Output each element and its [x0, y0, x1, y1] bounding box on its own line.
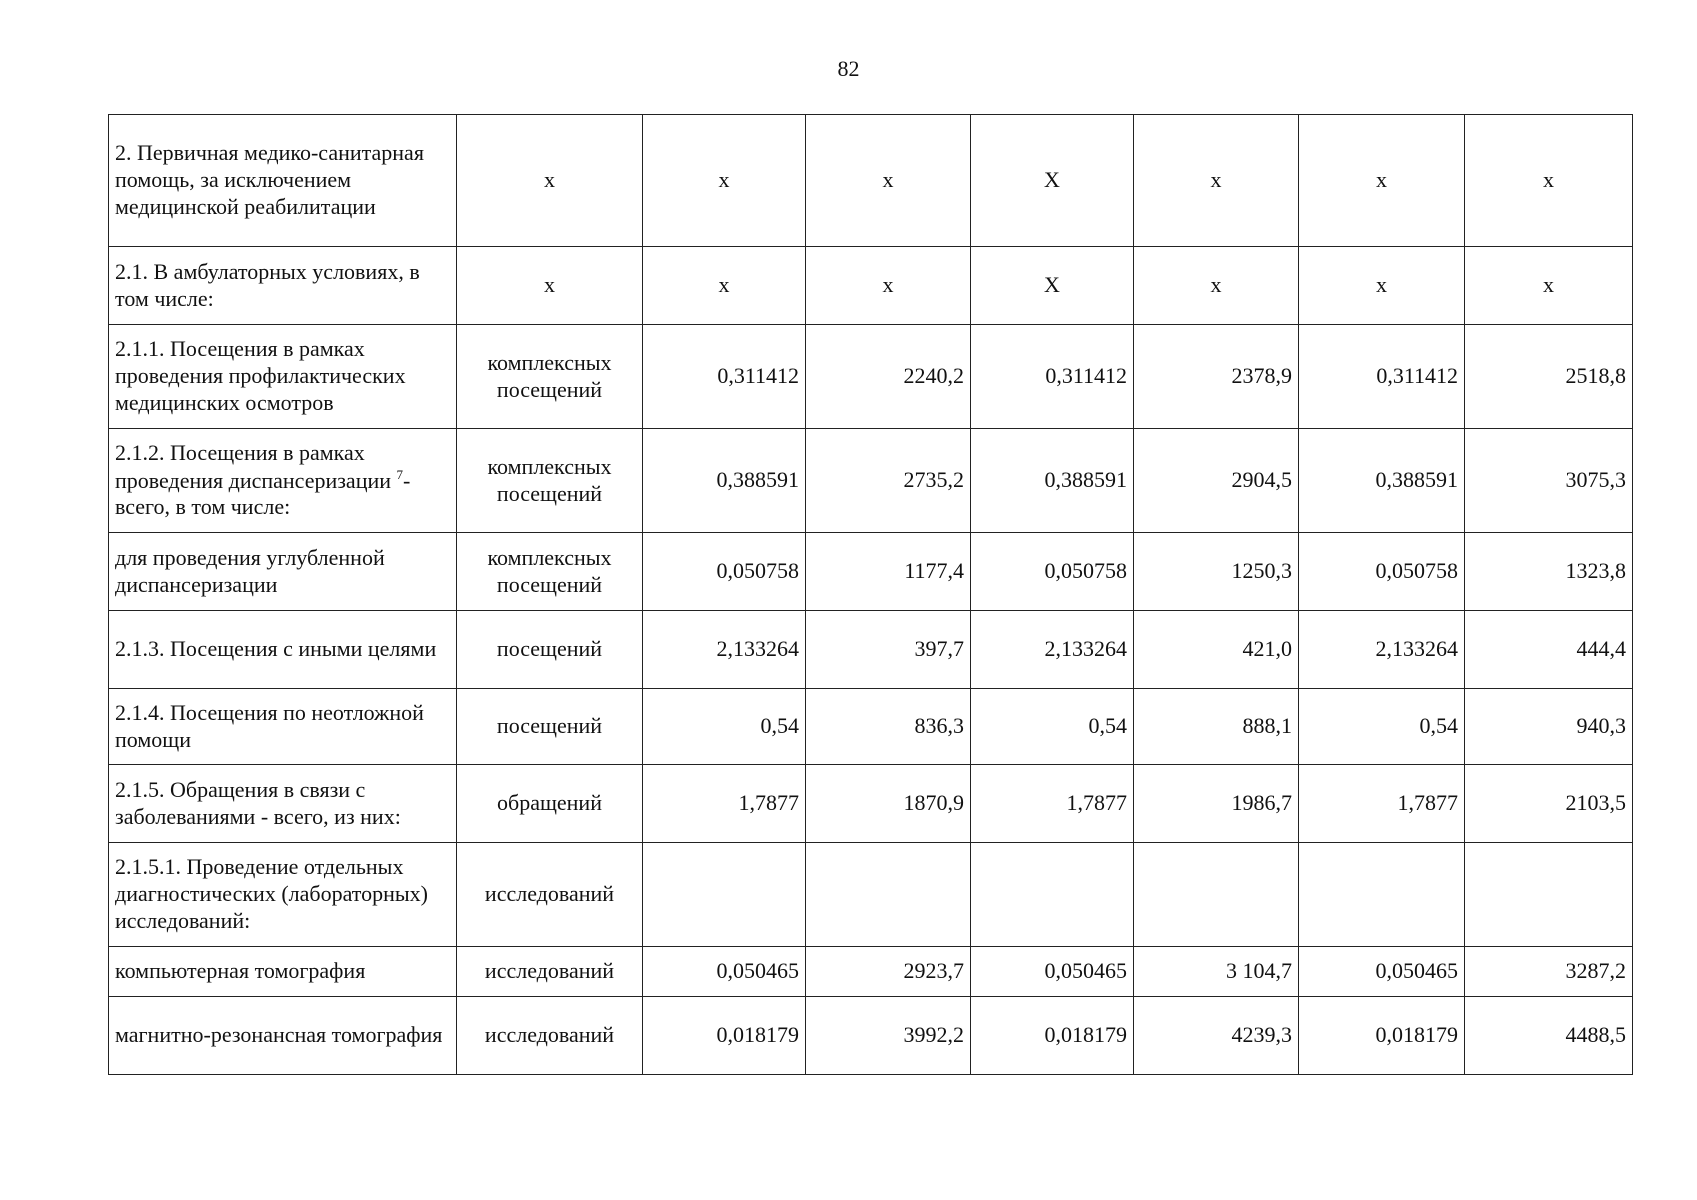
- page-number: 82: [837, 56, 860, 81]
- value-cell: 4239,3: [1134, 997, 1299, 1075]
- value-cell: 0,311412: [971, 325, 1134, 429]
- value-cell: [1465, 843, 1633, 947]
- value-cell: 0,388591: [971, 429, 1134, 533]
- row-name: компьютерная томография: [115, 958, 366, 984]
- value-cell: 1323,8: [1465, 533, 1633, 611]
- row-name: 2.1.2. Посещения в рамках проведения диспансеризации: [115, 439, 392, 493]
- unit-cell: х: [457, 115, 643, 247]
- row-name-cell: [109, 689, 457, 765]
- table-row: [109, 247, 1633, 325]
- value-cell: [971, 843, 1134, 947]
- value-cell: 2735,2: [806, 429, 971, 533]
- value-cell: 3992,2: [806, 997, 971, 1075]
- table-row: [109, 115, 1633, 247]
- unit-cell: комплексных посещений: [457, 325, 643, 429]
- row-name: 2.1.1. Посещения в рамках проведения профилактических медицинских осмотров: [115, 336, 406, 415]
- value-cell: 0,050758: [971, 533, 1134, 611]
- value-cell: [643, 843, 806, 947]
- unit-cell: комплексных посещений: [457, 533, 643, 611]
- value-cell: 3 104,7: [1134, 947, 1299, 997]
- value-cell: х: [1299, 247, 1465, 325]
- table-row: [109, 997, 1633, 1075]
- value-cell: 888,1: [1134, 689, 1299, 765]
- value-cell: 1177,4: [806, 533, 971, 611]
- row-name: 2.1. В амбулаторных условиях, в том числе:: [115, 258, 420, 311]
- value-cell: 0,050758: [643, 533, 806, 611]
- row-name-tail: -всего, в том числе:: [115, 467, 411, 520]
- row-name: магнитно-резонансная томография: [115, 1022, 443, 1048]
- value-cell: 0,311412: [1299, 325, 1465, 429]
- table-row: [109, 429, 1633, 533]
- row-name-cell: [109, 997, 457, 1075]
- value-cell: 397,7: [806, 611, 971, 689]
- table-row: [109, 947, 1633, 997]
- unit-cell: исследований: [457, 947, 643, 997]
- value-cell: 421,0: [1134, 611, 1299, 689]
- value-cell: х: [806, 247, 971, 325]
- row-name: для проведения углубленной диспансеризации: [115, 544, 385, 597]
- value-cell: 2,133264: [1299, 611, 1465, 689]
- row-name-cell: [109, 765, 457, 843]
- value-cell: х: [1465, 115, 1633, 247]
- row-name: 2.1.5. Обращения в связи с заболеваниями - всего, из них:: [115, 776, 401, 829]
- table-row: [109, 611, 1633, 689]
- value-cell: 0,311412: [643, 325, 806, 429]
- value-cell: 1,7877: [1299, 765, 1465, 843]
- value-cell: 1250,3: [1134, 533, 1299, 611]
- row-name-cell: [109, 843, 457, 947]
- unit-cell: обращений: [457, 765, 643, 843]
- value-cell: [1134, 843, 1299, 947]
- value-cell: 2,133264: [971, 611, 1134, 689]
- row-name-cell: [109, 247, 457, 325]
- value-cell: 0,388591: [1299, 429, 1465, 533]
- value-cell: 2,133264: [643, 611, 806, 689]
- value-cell: Х: [971, 115, 1134, 247]
- row-name-cell: [109, 325, 457, 429]
- value-cell: 0,54: [1299, 689, 1465, 765]
- unit-cell: посещений: [457, 689, 643, 765]
- table-row: [109, 765, 1633, 843]
- value-cell: х: [806, 115, 971, 247]
- unit-cell: исследований: [457, 997, 643, 1075]
- value-cell: 836,3: [806, 689, 971, 765]
- value-cell: х: [643, 115, 806, 247]
- row-name-cell: [109, 429, 457, 533]
- value-cell: 0,050758: [1299, 533, 1465, 611]
- value-cell: 0,018179: [1299, 997, 1465, 1075]
- value-cell: 3075,3: [1465, 429, 1633, 533]
- value-cell: 0,050465: [1299, 947, 1465, 997]
- value-cell: 0,54: [971, 689, 1134, 765]
- row-name-cell: [109, 533, 457, 611]
- data-table: [108, 114, 1633, 1075]
- value-cell: [1299, 843, 1465, 947]
- value-cell: х: [1134, 115, 1299, 247]
- table-row: [109, 533, 1633, 611]
- value-cell: 2240,2: [806, 325, 971, 429]
- table-row: [109, 689, 1633, 765]
- row-name: 2.1.5.1. Проведение отдельных диагностических (лабораторных) исследований:: [115, 854, 428, 933]
- value-cell: 940,3: [1465, 689, 1633, 765]
- value-cell: 2378,9: [1134, 325, 1299, 429]
- row-name: 2. Первичная медико-санитарная помощь, за исключением медицинской реабилитации: [115, 140, 424, 219]
- footnote-marker: 7: [396, 466, 404, 482]
- value-cell: 0,018179: [971, 997, 1134, 1075]
- value-cell: 1,7877: [971, 765, 1134, 843]
- value-cell: х: [1299, 115, 1465, 247]
- row-name-cell: [109, 611, 457, 689]
- unit-cell: х: [457, 247, 643, 325]
- table-row: [109, 843, 1633, 947]
- value-cell: 1870,9: [806, 765, 971, 843]
- value-cell: 0,018179: [643, 997, 806, 1075]
- value-cell: х: [1134, 247, 1299, 325]
- value-cell: 0,050465: [971, 947, 1134, 997]
- row-name-cell: [109, 115, 457, 247]
- row-name: 2.1.4. Посещения по неотложной помощи: [115, 699, 424, 752]
- value-cell: 2103,5: [1465, 765, 1633, 843]
- value-cell: 0,388591: [643, 429, 806, 533]
- value-cell: 444,4: [1465, 611, 1633, 689]
- row-name-cell: [109, 947, 457, 997]
- value-cell: 0,050465: [643, 947, 806, 997]
- table-row: [109, 325, 1633, 429]
- value-cell: 2923,7: [806, 947, 971, 997]
- value-cell: х: [643, 247, 806, 325]
- value-cell: х: [1465, 247, 1633, 325]
- row-name: 2.1.3. Посещения с иными целями: [115, 636, 437, 662]
- value-cell: 1986,7: [1134, 765, 1299, 843]
- unit-cell: комплексных посещений: [457, 429, 643, 533]
- value-cell: 4488,5: [1465, 997, 1633, 1075]
- value-cell: 0,54: [643, 689, 806, 765]
- value-cell: 3287,2: [1465, 947, 1633, 997]
- value-cell: 1,7877: [643, 765, 806, 843]
- unit-cell: исследований: [457, 843, 643, 947]
- value-cell: 2904,5: [1134, 429, 1299, 533]
- value-cell: [806, 843, 971, 947]
- table-body: [109, 115, 1633, 1075]
- value-cell: Х: [971, 247, 1134, 325]
- unit-cell: посещений: [457, 611, 643, 689]
- value-cell: 2518,8: [1465, 325, 1633, 429]
